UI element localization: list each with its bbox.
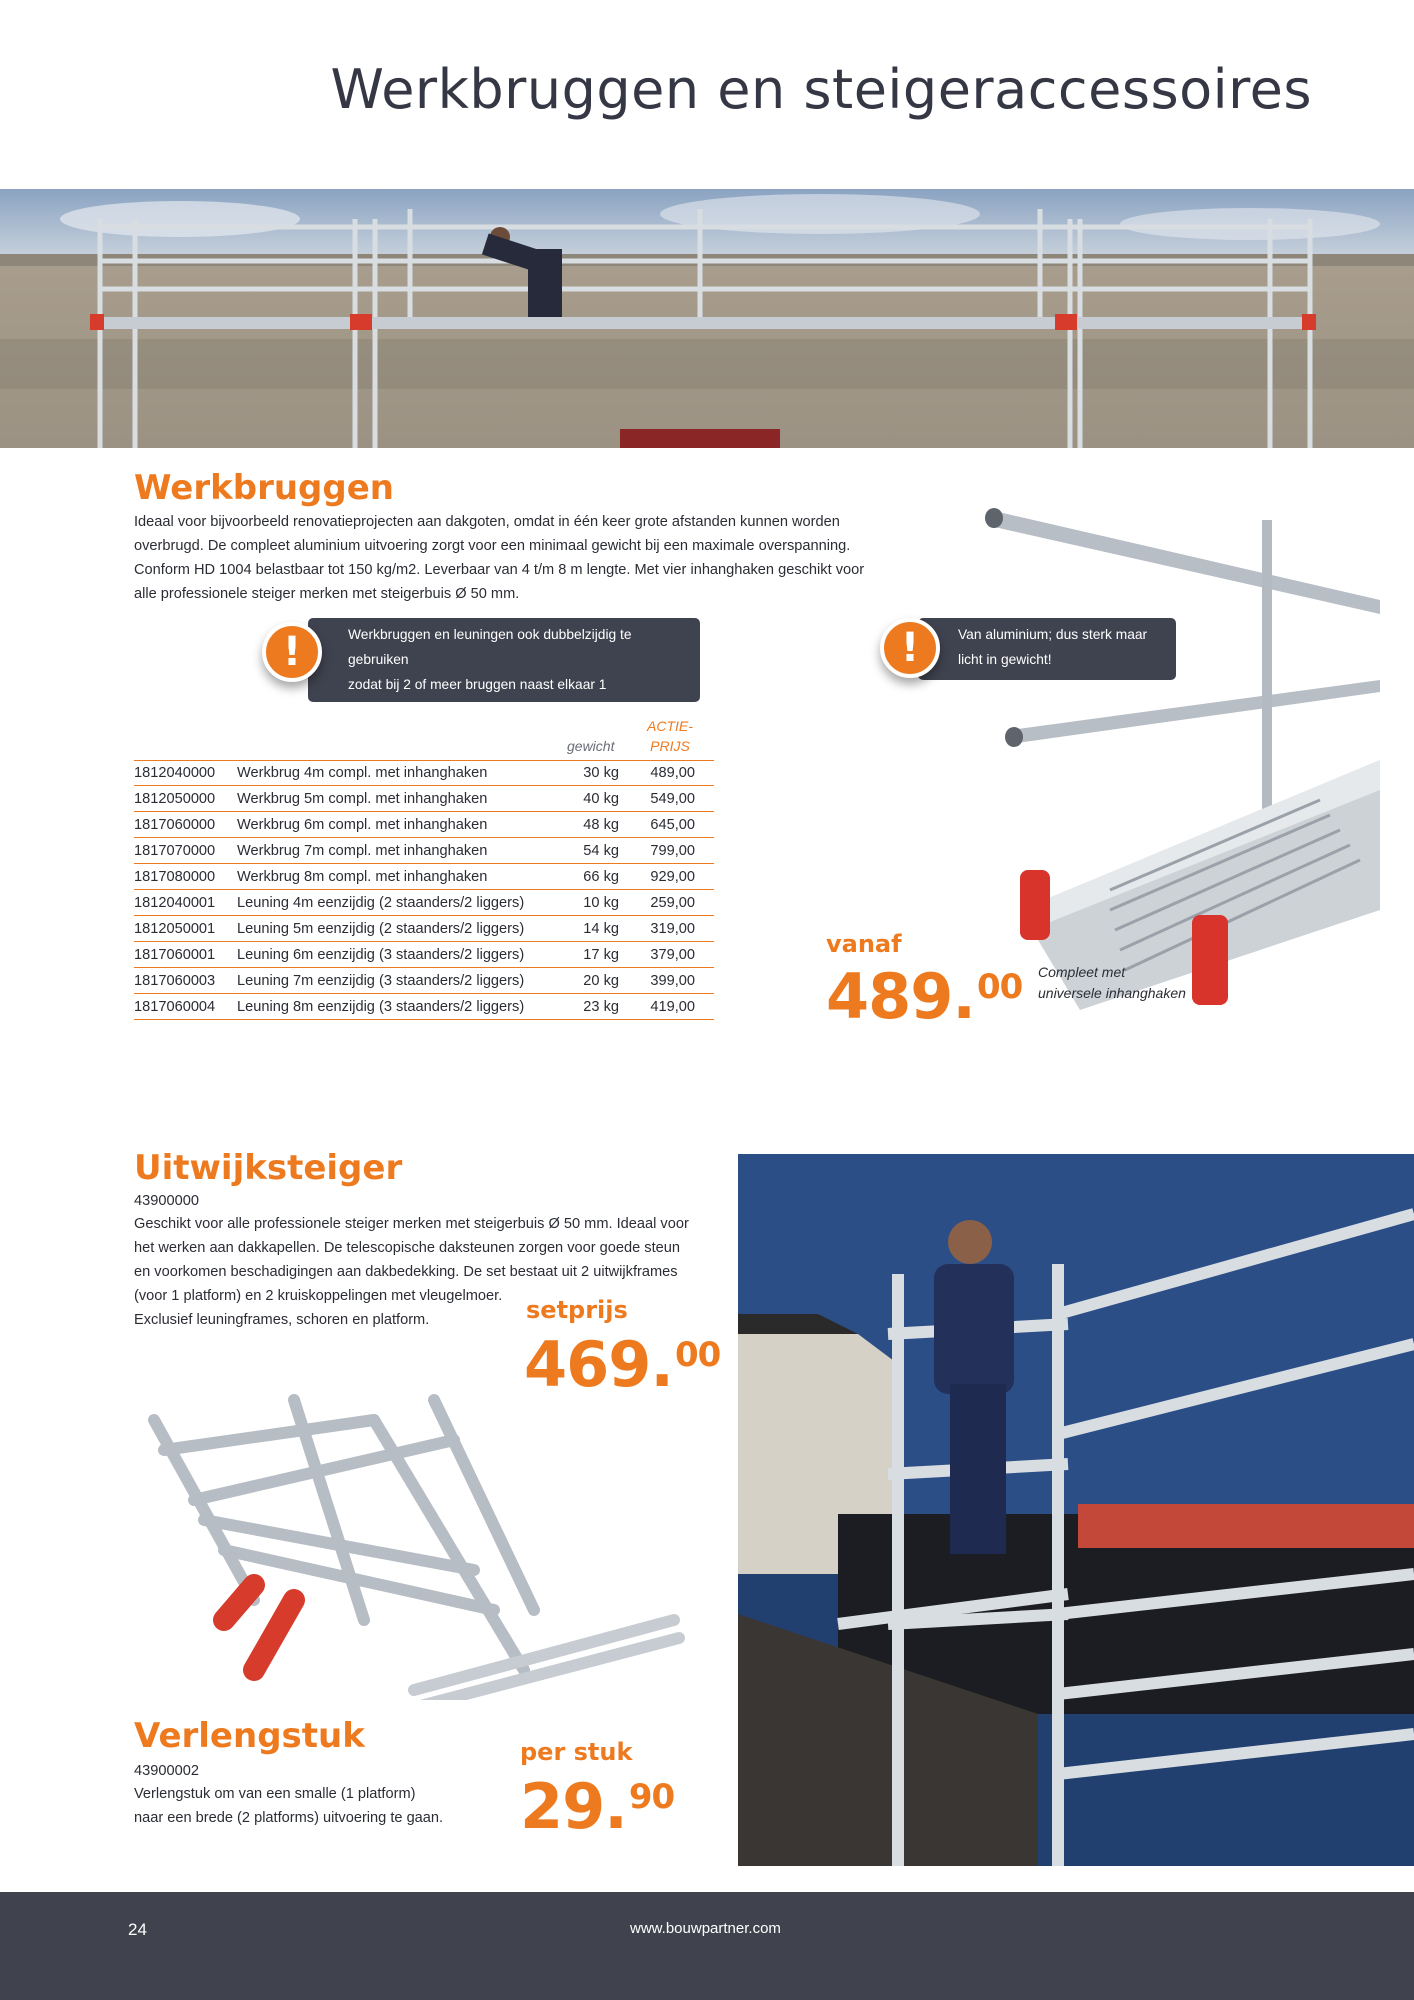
price-label-per-stuk: per stuk	[520, 1738, 633, 1766]
cell-weight: 23 kg	[583, 998, 619, 1015]
cell-price: 549,00	[650, 790, 695, 807]
description-line: naar een brede (2 platforms) uitvoering te gaan.	[134, 1810, 444, 1826]
table-row	[134, 760, 714, 786]
callout-line: Werkbruggen en leuningen ook dubbelzijdig te gebruiken	[348, 627, 632, 667]
callout-line: Van aluminium; dus sterk maar	[958, 627, 1148, 642]
footer-website-link[interactable]: www.bouwpartner.com	[630, 1920, 781, 1937]
description-line: het werken aan dakkapellen. De telescopische daksteunen zorgen voor goede steun	[134, 1240, 681, 1256]
cell-weight: 66 kg	[583, 868, 619, 885]
cell-description: Werkbrug 8m compl. met inhanghaken	[237, 868, 488, 885]
table-row	[134, 994, 714, 1020]
price-label-vanaf: vanaf	[826, 930, 902, 958]
cell-description: Werkbrug 5m compl. met inhanghaken	[237, 790, 488, 807]
note-line: Compleet met	[1038, 964, 1126, 980]
cell-code: 1817060000	[134, 816, 216, 833]
description-line: Exclusief leuningframes, schoren en platform.	[134, 1312, 430, 1328]
cell-weight: 20 kg	[583, 972, 619, 989]
price-integer: 469.	[524, 1328, 673, 1401]
price-cents: 00	[674, 1335, 721, 1375]
cell-code: 1812040000	[134, 765, 216, 781]
cell-weight: 48 kg	[583, 816, 619, 833]
cell-price: 399,00	[650, 972, 695, 989]
cell-code: 1812050000	[134, 790, 216, 807]
note-line: universele inhanghaken	[1038, 985, 1186, 1001]
cell-price: 319,00	[650, 920, 695, 937]
article-code: 43900002	[134, 1763, 199, 1779]
page-number: 24	[128, 1920, 147, 1939]
cell-price: 929,00	[650, 868, 695, 885]
cell-code: 1812040001	[134, 894, 216, 911]
table-row	[134, 968, 714, 994]
price-cents: 00	[976, 967, 1023, 1007]
price-werkbrug	[826, 960, 1023, 1033]
page-title: Werkbruggen en steigeraccessoires	[330, 58, 1312, 121]
table-row	[134, 942, 714, 968]
cell-price: 419,00	[650, 998, 695, 1015]
section-title-verlengstuk: Verlengstuk	[134, 1716, 365, 1756]
cell-description: Leuning 4m eenzijdig (2 staanders/2 liggers)	[237, 894, 525, 911]
description-line: Geschikt voor alle professionele steiger merken met steigerbuis Ø 50 mm. Ideaal voor	[134, 1216, 689, 1232]
table-row	[134, 786, 714, 812]
worker-photo-dormer-scaffold	[738, 1154, 1414, 1866]
exclamation-icon: !	[262, 622, 322, 682]
price-cents: 90	[628, 1777, 675, 1817]
article-code: 43900000	[134, 1193, 199, 1209]
callout-line: zodat bij 2 of meer bruggen naast elkaar 1 werkplatform	[348, 677, 607, 717]
table-row	[134, 890, 714, 916]
uitwijkframe-product-image	[134, 1380, 694, 1700]
footer-bar	[0, 1892, 1414, 2000]
description-line: (voor 1 platform) en 2 kruiskoppelingen met vleugelmoer.	[134, 1288, 503, 1304]
description-line: alle professionele steiger merken met steigerbuis Ø 50 mm.	[134, 586, 520, 602]
description-line: overbrugd. De compleet aluminium uitvoering zorgt voor een minimaal gewicht bij een maximale overspanning.	[134, 538, 851, 554]
cell-code: 1817060003	[134, 972, 216, 989]
price-verlengstuk	[520, 1770, 675, 1843]
cell-description: Leuning 5m eenzijdig (2 staanders/2 liggers)	[237, 920, 525, 937]
description-line: en voorkomen beschadigingen aan dakbedekking. De set bestaat uit 2 uitwijkframes	[134, 1264, 678, 1280]
table-body	[134, 760, 714, 1020]
column-header-price	[640, 716, 700, 756]
callout-line: licht in gewicht!	[958, 652, 1052, 667]
cell-weight: 40 kg	[583, 790, 619, 807]
bridge-note	[1038, 962, 1186, 1004]
table-row	[134, 864, 714, 890]
cell-description: Werkbrug 6m compl. met inhanghaken	[237, 816, 488, 833]
column-header-price-line: PRIJS	[650, 738, 690, 754]
cell-price: 799,00	[650, 842, 695, 859]
werkbruggen-description	[134, 510, 874, 606]
cell-price: 645,00	[650, 816, 695, 833]
cell-description: Leuning 7m eenzijdig (3 staanders/2 liggers)	[237, 972, 525, 989]
column-header-weight: gewicht	[567, 738, 615, 754]
cell-weight: 17 kg	[583, 946, 619, 963]
cell-description: Leuning 8m eenzijdig (3 staanders/2 liggers)	[237, 998, 525, 1015]
cell-code: 1817070000	[134, 842, 216, 859]
price-integer: 29.	[520, 1770, 627, 1843]
price-integer: 489.	[826, 960, 975, 1033]
section-title-uitwijksteiger: Uitwijksteiger	[134, 1148, 403, 1188]
exclamation-icon: !	[880, 618, 940, 678]
description-line: Conform HD 1004 belastbaar tot 150 kg/m2. Leverbaar van 4 t/m 8 m lengte. Met vier inhanghaken geschikt voor	[134, 562, 865, 578]
cell-code: 1812050001	[134, 920, 216, 937]
price-label-setprijs: setprijs	[526, 1296, 628, 1324]
cell-weight: 30 kg	[583, 765, 619, 781]
bridge-product-image	[960, 490, 1380, 1030]
table-row	[134, 812, 714, 838]
cell-price: 489,00	[650, 765, 695, 781]
cell-code: 1817060001	[134, 946, 216, 963]
verlengstuk-description	[134, 1782, 514, 1830]
cell-price: 379,00	[650, 946, 695, 963]
table-header	[134, 716, 714, 760]
cell-description: Leuning 6m eenzijdig (3 staanders/2 liggers)	[237, 946, 525, 963]
callout-line: ontstaat zonder schoprand.	[348, 727, 516, 742]
cell-weight: 54 kg	[583, 842, 619, 859]
werkbruggen-price-table	[134, 716, 714, 1020]
table-row	[134, 916, 714, 942]
table-row	[134, 838, 714, 864]
section-title-werkbruggen: Werkbruggen	[134, 468, 394, 508]
cell-code: 1817080000	[134, 868, 216, 885]
cell-weight: 14 kg	[583, 920, 619, 937]
cell-description: Werkbrug 7m compl. met inhanghaken	[237, 842, 488, 859]
column-header-price-line: ACTIE-	[647, 718, 693, 734]
cell-code: 1817060004	[134, 998, 216, 1015]
banner-photo-scaffold-bridge	[0, 189, 1414, 448]
cell-weight: 10 kg	[583, 894, 619, 911]
description-line: Ideaal voor bijvoorbeeld renovatieprojecten aan dakgoten, omdat in één keer grote afstanden kunnen worden	[134, 514, 840, 530]
cell-price: 259,00	[650, 894, 695, 911]
description-line: Verlengstuk om van een smalle (1 platform)	[134, 1786, 416, 1802]
cell-description: Werkbrug 4m compl. met inhanghaken	[237, 765, 488, 781]
